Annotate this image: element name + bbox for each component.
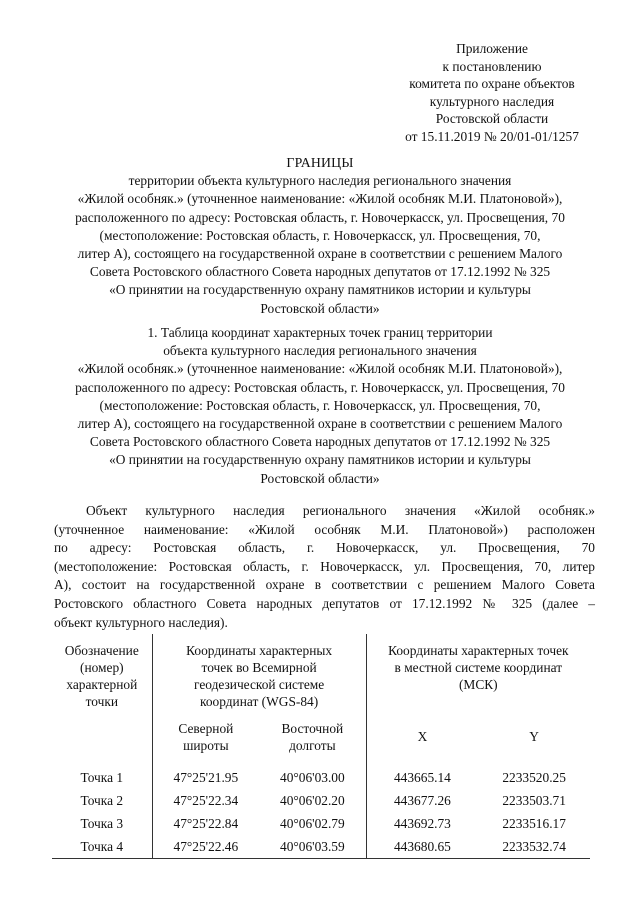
table-row xyxy=(52,835,590,859)
paragraph-line: по адресу: Ростовская область, г. Новочеркасск, ул. Просвещения, 70 xyxy=(54,540,595,556)
latitude-header xyxy=(152,720,259,766)
latitude-cell: 47°25'22.46 xyxy=(152,835,259,859)
longitude-cell: 40°06'03.59 xyxy=(259,835,366,859)
latitude-cell: 47°25'22.84 xyxy=(173,816,239,831)
header-text: в местной системе координат xyxy=(394,660,563,675)
heading-line: Ростовской области» xyxy=(260,300,380,316)
longitude-cell: 40°06'03.00 xyxy=(259,766,366,789)
msk-header xyxy=(366,634,590,720)
paragraph-line: объект культурного наследия). xyxy=(54,614,228,630)
table-row xyxy=(52,789,590,812)
header-text: характерной xyxy=(66,677,138,692)
section-line: Ростовской области» xyxy=(260,470,380,486)
section-line: литер А), состоящего на государственной охране в соответствии с решением Малого xyxy=(77,416,563,432)
designation-header xyxy=(52,634,152,766)
heading-line: литер А), состоящего на государственной охране в соответствии с решением Малого xyxy=(77,246,563,262)
header-text: Обозначение xyxy=(64,643,139,658)
document-title: ГРАНИЦЫ xyxy=(286,155,354,170)
section-line: объекта культурного наследия регионального значения xyxy=(163,343,477,359)
paragraph-line: Объект культурного наследия регионального значения «Жилой особняк.» xyxy=(86,503,595,518)
y-header: Y xyxy=(529,729,539,744)
header-text: Координаты характерных точек xyxy=(388,643,569,658)
longitude-cell: 40°06'02.20 xyxy=(259,789,366,812)
table-row xyxy=(52,812,590,835)
x-header: X xyxy=(417,729,428,744)
y-cell: 2233532.74 xyxy=(478,835,590,859)
body-paragraph xyxy=(54,502,595,632)
header-text: долготы xyxy=(289,738,336,753)
table-row xyxy=(52,766,590,789)
document-heading xyxy=(50,154,590,318)
latitude-cell: 47°25'21.95 xyxy=(173,770,239,785)
header-text: Координаты характерных xyxy=(186,643,333,658)
header-text: точки xyxy=(85,694,119,709)
approval-line: культурного наследия xyxy=(429,93,555,109)
section-line: 1. Таблица координат характерных точек границ территории xyxy=(147,325,493,340)
point-cell: Точка 2 xyxy=(52,789,152,812)
header-text: точек во Всемирной xyxy=(201,660,317,675)
latitude-cell: 47°25'22.34 xyxy=(173,793,239,808)
table-header-row xyxy=(52,634,590,720)
section-line: «О принятии на государственную охрану памятников истории и культуры xyxy=(109,452,531,468)
x-cell: 443665.14 xyxy=(393,770,451,785)
wgs-header xyxy=(152,634,366,720)
header-text: (номер) xyxy=(79,660,124,675)
approval-line: от 15.11.2019 № 20/01-01/1257 xyxy=(405,128,579,144)
approval-line: Приложение xyxy=(456,41,528,56)
paragraph-line: А), состоит на государственной охране в соответствии с решением Малого Совета xyxy=(54,577,595,593)
longitude-header xyxy=(259,720,366,766)
section-line: расположенного по адресу: Ростовская область, г. Новочеркасск, ул. Просвещения, 70 xyxy=(75,379,565,395)
section-line: «Жилой особняк.» (уточненное наименование: «Жилой особняк М.И. Платоновой»), xyxy=(77,361,563,377)
approval-line: комитета по охране объектов xyxy=(409,76,575,91)
header-text: геодезической системе xyxy=(194,677,325,692)
header-text: широты xyxy=(183,738,229,753)
x-cell: 443677.26 xyxy=(393,793,451,808)
header-text: Восточной xyxy=(281,721,344,736)
paragraph-line: Ростовского областного Совета народных депутатов от 17.12.1992 № 325 (далее – xyxy=(54,595,595,611)
approval-line: Ростовской области xyxy=(435,111,549,126)
y-cell: 2233520.25 xyxy=(502,770,566,785)
point-cell: Точка 4 xyxy=(52,835,152,859)
header-text: (МСК) xyxy=(458,677,498,692)
y-cell: 2233503.71 xyxy=(502,793,566,808)
section-line: Совета Ростовского областного Совета народных депутатов от 17.12.1992 № 325 xyxy=(89,434,551,450)
heading-line: «Жилой особняк.» (уточненное наименование: «Жилой особняк М.И. Платоновой»), xyxy=(77,191,563,207)
paragraph-line: (уточненное наименование: «Жилой особняк М.И. Платоновой») расположен xyxy=(54,521,595,537)
section-heading xyxy=(50,324,590,488)
heading-line: (местоположение: Ростовская область, г. Новочеркасск, ул. Просвещения, 70, xyxy=(99,227,541,243)
longitude-cell: 40°06'02.79 xyxy=(259,812,366,835)
heading-line: территории объекта культурного наследия регионального значения xyxy=(128,173,512,189)
y-cell: 2233516.17 xyxy=(502,816,566,831)
section-line: (местоположение: Ростовская область, г. Новочеркасск, ул. Просвещения, 70, xyxy=(99,397,541,413)
x-cell: 443680.65 xyxy=(366,835,478,859)
approval-block xyxy=(384,40,600,145)
header-text: координат (WGS-84) xyxy=(200,694,319,709)
heading-line: Совета Ростовского областного Совета народных депутатов от 17.12.1992 № 325 xyxy=(89,264,551,280)
heading-line: расположенного по адресу: Ростовская область, г. Новочеркасск, ул. Просвещения, 70 xyxy=(75,209,565,225)
coordinates-table xyxy=(52,634,590,859)
paragraph-line: (местоположение: Ростовская область, г. Новочеркасск, ул. Просвещения, 70, литер xyxy=(54,558,595,574)
point-cell: Точка 1 xyxy=(52,766,152,789)
x-cell: 443692.73 xyxy=(393,816,451,831)
header-text: Северной xyxy=(178,721,234,736)
approval-line: к постановлению xyxy=(442,58,542,74)
point-cell: Точка 3 xyxy=(52,812,152,835)
heading-line: «О принятии на государственную охрану памятников истории и культуры xyxy=(109,282,531,298)
